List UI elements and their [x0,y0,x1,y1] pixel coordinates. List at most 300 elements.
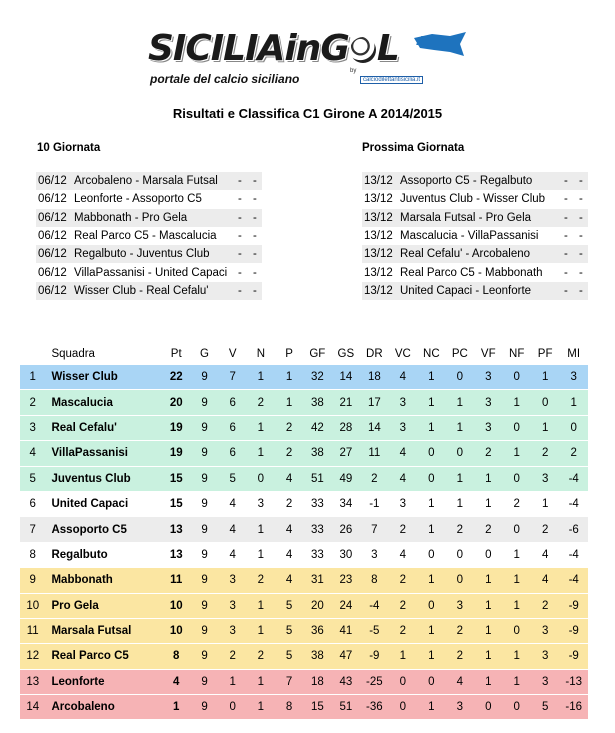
match-date: 06/12 [38,284,67,297]
team-name: Arcobaleno [45,695,162,720]
stat-cell: -9 [559,644,588,669]
stat-cell: -13 [559,669,588,694]
stat-cell: 8 [162,644,190,669]
stat-cell: 5 [275,644,303,669]
standings-table [20,343,588,719]
stat-cell: 1 [428,371,435,384]
logo-wordmark: SICILIAinG L [148,28,399,69]
stat-cell: 3 [446,695,474,720]
match-date: 13/12 [364,266,393,279]
stat-cell: 1 [162,695,190,720]
stat-cell: 1 [247,542,275,567]
logo-tagline: portale del calcio siciliano [150,72,300,86]
stat-cell: 9 [190,491,218,516]
stat-cell: 4 [389,542,417,567]
stat-cell: -16 [559,695,588,720]
stat-cell: 4 [399,371,407,384]
stat-cell: 1 [446,415,474,440]
stat-cell: 8 [275,695,303,720]
stat-cell: 18 [303,669,331,694]
stat-cell: 41 [332,618,361,643]
standings-body [20,365,588,719]
stat-cell: 1 [446,390,474,415]
stat-cell: 43 [332,669,361,694]
match-date: 13/12 [364,284,393,297]
stat-cell: 0 [559,415,588,440]
stat-cell: 0 [513,371,520,384]
position-cell: 12 [20,644,45,669]
standings-row [20,618,588,643]
stat-cell: 9 [190,618,218,643]
stat-cell: 9 [190,669,218,694]
stat-cell: 2 [275,441,303,466]
stat-cell: 4 [219,491,247,516]
stat-cell: 0 [247,466,275,491]
stat-cell: 1 [474,618,502,643]
stat-cell: 1 [474,466,502,491]
stat-cell: -1 [360,491,389,516]
stat-cell: 36 [303,618,331,643]
match-date: 06/12 [38,193,67,206]
stat-cell: 5 [275,593,303,618]
stat-cell: 0 [389,695,417,720]
stat-cell: 1 [417,695,446,720]
stat-cell: 28 [332,415,361,440]
stat-cell: -4 [559,466,588,491]
match-date: 13/12 [364,175,393,188]
stat-cell: 1 [275,390,303,415]
stat-cell: 9 [190,695,218,720]
stat-cell: -6 [559,517,588,542]
stat-cell: 4 [219,517,247,542]
match-score: - - [564,230,587,243]
stat-cell: 3 [531,644,559,669]
current-round-match-row [36,209,262,227]
stat-cell: 3 [219,593,247,618]
stat-cell: 11 [360,441,389,466]
stat-cell: 1 [531,491,559,516]
stat-cell: 0 [446,568,474,593]
next-round-results [362,172,588,300]
stat-cell: 17 [360,390,389,415]
stat-cell: -9 [559,593,588,618]
position-cell: 5 [20,466,45,491]
current-round-match-row [36,172,262,190]
match-teams: Assoporto C5 - Regalbuto [400,175,533,188]
stat-cell: 1 [474,593,502,618]
match-teams: Arcobaleno - Marsala Futsal [74,175,218,188]
stat-cell: 24 [332,593,361,618]
stat-cell: 0 [219,695,247,720]
column-header: GS [337,348,355,360]
stat-cell: 0 [456,371,464,384]
stat-cell: 3 [389,390,417,415]
stat-cell: 1 [502,644,530,669]
match-teams: United Capaci - Leonforte [400,284,532,297]
current-round-match-row [36,227,262,245]
stat-cell: 2 [474,441,502,466]
stat-cell: 2 [389,618,417,643]
stat-cell: -4 [360,593,389,618]
current-round-match-row [36,263,262,281]
current-round-results [36,172,262,300]
position-cell: 7 [20,517,45,542]
stat-cell: 0 [389,669,417,694]
stat-cell: 2 [275,491,303,516]
stat-cell: 1 [247,517,275,542]
stat-cell: 26 [332,517,361,542]
stat-cell: 1 [417,390,446,415]
standings-row [20,517,588,542]
stat-cell: 1 [474,669,502,694]
stat-cell: 3 [474,415,502,440]
football-icon [350,37,376,63]
team-name: Mabbonath [45,568,162,593]
stat-cell: 2 [531,441,559,466]
match-score: - - [238,266,261,279]
next-round-match-row [362,227,588,245]
stat-cell: 13 [162,542,190,567]
match-teams: Juventus Club - Wisser Club [400,193,546,206]
stat-cell: 38 [303,644,331,669]
team-name: Real Cefalu' [45,415,162,440]
stat-cell: 14 [360,415,389,440]
stat-cell: 2 [389,517,417,542]
logo-by-site: calciodilettantisicilia.it [360,76,423,84]
match-score: - - [564,211,587,224]
stat-cell: 5 [275,618,303,643]
team-name: Mascalucia [45,390,162,415]
column-header: Pt [170,348,182,360]
stat-cell: 1 [502,441,530,466]
stat-cell: 3 [219,568,247,593]
column-header: PF [537,348,553,360]
stat-cell: 0 [502,415,530,440]
stat-cell: -4 [559,568,588,593]
stat-cell: 13 [162,517,190,542]
stat-cell: 0 [502,695,530,720]
stat-cell: 1 [446,466,474,491]
stat-cell: 15 [303,695,331,720]
match-teams: Leonforte - Assoporto C5 [74,193,202,206]
next-round-match-row [362,282,588,300]
stat-cell: 1 [417,415,446,440]
standings-row [20,568,588,593]
logo-domain: .it [416,34,427,48]
match-score: - - [238,248,261,261]
stat-cell: 2 [389,568,417,593]
stat-cell: 1 [247,593,275,618]
stat-cell: 2 [247,390,275,415]
stat-cell: 1 [247,441,275,466]
stat-cell: 0 [446,542,474,567]
position-cell: 4 [20,441,45,466]
position-cell: 13 [20,669,45,694]
stat-cell: 1 [502,542,530,567]
stat-cell: 3 [531,618,559,643]
stat-cell: 3 [389,491,417,516]
stat-cell: 1 [417,491,446,516]
standings-row [20,491,588,516]
stat-cell: 19 [162,415,190,440]
match-score: - - [564,193,587,206]
stat-cell: -25 [360,669,389,694]
stat-cell: 1 [285,371,293,384]
match-score: - - [564,284,587,297]
current-round-match-row [36,245,262,263]
stat-cell: 21 [332,390,361,415]
stat-cell: 4 [162,669,190,694]
stat-cell: 2 [247,568,275,593]
match-score: - - [238,175,261,188]
match-date: 13/12 [364,193,393,206]
team-name: United Capaci [45,491,162,516]
stat-cell: 1 [474,644,502,669]
stat-cell: 8 [360,568,389,593]
stat-cell: 2 [502,491,530,516]
stat-cell: 3 [531,669,559,694]
column-header: VF [480,348,496,360]
match-score: - - [564,175,587,188]
stat-cell: 1 [389,644,417,669]
stat-cell: 1 [257,371,265,384]
stat-cell: 2 [446,517,474,542]
team-name: VillaPassanisi [45,441,162,466]
stat-cell: 9 [190,441,218,466]
stat-cell: 9 [190,593,218,618]
team-name: Pro Gela [45,593,162,618]
match-score: - - [564,248,587,261]
next-round-match-row [362,245,588,263]
stat-cell: 1 [502,593,530,618]
next-round-match-row [362,209,588,227]
stat-cell: 6 [219,390,247,415]
match-date: 06/12 [38,175,67,188]
stat-cell: 3 [531,466,559,491]
stat-cell: 2 [360,466,389,491]
match-teams: Wisser Club - Real Cefalu' [74,284,209,297]
match-date: 06/12 [38,248,67,261]
stat-cell: 7 [275,669,303,694]
stat-cell: 9 [190,415,218,440]
stat-cell: 51 [332,695,361,720]
stat-cell: 15 [162,466,190,491]
stat-cell: 15 [162,491,190,516]
current-round-match-row [36,282,262,300]
stat-cell: 34 [332,491,361,516]
stat-cell: 9 [190,644,218,669]
match-teams: VillaPassanisi - United Capaci [74,266,228,279]
stat-cell: -5 [360,618,389,643]
stat-cell: 0 [502,466,530,491]
column-header: G [200,348,209,360]
stat-cell: 22 [169,371,183,384]
stat-cell: 0 [474,695,502,720]
stat-cell: 0 [417,593,446,618]
stat-cell: 9 [190,390,218,415]
column-header: P [285,348,293,360]
stat-cell: 1 [502,390,530,415]
match-teams: Mabbonath - Pro Gela [74,211,188,224]
stat-cell: 9 [190,542,218,567]
stat-cell: 2 [446,618,474,643]
column-header: NC [423,348,440,360]
standings-row [20,365,588,390]
stat-cell: 11 [162,568,190,593]
stat-cell: 27 [332,441,361,466]
stat-cell: 0 [417,669,446,694]
stat-cell: 0 [531,390,559,415]
stat-cell: 5 [219,466,247,491]
column-header: VC [394,348,411,360]
stat-cell: 0 [417,542,446,567]
stat-cell: -36 [360,695,389,720]
stat-cell: 7 [360,517,389,542]
next-round-match-row [362,172,588,190]
team-name: Leonforte [45,669,162,694]
stat-cell: 42 [303,415,331,440]
match-score: - - [238,211,261,224]
stat-cell: 1 [247,695,275,720]
match-teams: Mascalucia - VillaPassanisi [400,230,539,243]
stat-cell: 4 [531,568,559,593]
stat-cell: 10 [162,618,190,643]
stat-cell: -9 [360,644,389,669]
stat-cell: 1 [541,371,549,384]
next-round-match-row [362,263,588,281]
stat-cell: 3 [485,371,492,384]
stat-cell: 0 [502,618,530,643]
stat-cell: 20 [162,390,190,415]
stat-cell: 9 [190,568,218,593]
stat-cell: 2 [531,517,559,542]
stat-cell: 2 [389,593,417,618]
stat-cell: 3 [474,390,502,415]
stat-cell: 3 [389,415,417,440]
stat-cell: -4 [559,542,588,567]
stat-cell: 4 [275,542,303,567]
current-round-title: 10 Giornata [37,142,101,154]
stat-cell: 38 [303,390,331,415]
stat-cell: 2 [531,593,559,618]
stat-cell: 4 [389,466,417,491]
match-date: 06/12 [38,230,67,243]
stat-cell: 31 [303,568,331,593]
stat-cell: 6 [219,415,247,440]
match-date: 06/12 [38,211,67,224]
standings-header-row [20,343,588,365]
stat-cell: 1 [446,491,474,516]
stat-cell: 18 [367,371,381,384]
position-cell: 3 [20,415,45,440]
position-cell: 2 [20,390,45,415]
position-cell: 11 [20,618,45,643]
stat-cell: 4 [219,542,247,567]
match-date: 13/12 [364,211,393,224]
stat-cell: 3 [360,542,389,567]
stat-cell: 4 [275,466,303,491]
stat-cell: 23 [332,568,361,593]
stat-cell: 5 [531,695,559,720]
stat-cell: 4 [446,669,474,694]
site-logo [148,22,468,92]
stat-cell: 47 [332,644,361,669]
position-cell: 1 [29,371,36,384]
team-name: Regalbuto [45,542,162,567]
stat-cell: 33 [303,491,331,516]
stat-cell: 4 [275,517,303,542]
column-header [20,343,45,365]
stat-cell: 33 [303,542,331,567]
stat-cell: 9 [190,517,218,542]
stat-cell: 3 [219,618,247,643]
next-round-match-row [362,190,588,208]
stat-cell: 6 [219,441,247,466]
stat-cell: 3 [446,593,474,618]
stat-cell: 7 [229,371,236,384]
stat-cell: 14 [339,371,353,384]
stat-cell: 9 [201,371,208,384]
stat-cell: 33 [303,517,331,542]
stat-cell: 1 [417,644,446,669]
match-teams: Real Cefalu' - Arcobaleno [400,248,531,261]
standings-row [20,441,588,466]
position-cell: 6 [20,491,45,516]
page-title: Risultati e Classifica C1 Girone A 2014/2015 [172,106,443,121]
stat-cell: 2 [446,644,474,669]
stat-cell: 20 [303,593,331,618]
stat-cell: 9 [190,466,218,491]
position-cell: 8 [20,542,45,567]
stat-cell: 1 [247,669,275,694]
next-round-title: Prossima Giornata [362,142,465,154]
stat-cell: 3 [570,371,577,384]
stat-cell: 38 [303,441,331,466]
stat-cell: 30 [332,542,361,567]
stat-cell: 1 [247,415,275,440]
stat-cell: 1 [219,669,247,694]
stat-cell: 4 [389,441,417,466]
position-cell: 9 [20,568,45,593]
stat-cell: 2 [275,415,303,440]
column-header: Squadra [51,348,95,360]
stat-cell: -9 [559,618,588,643]
match-date: 06/12 [38,266,67,279]
logo-by: by [350,68,357,74]
current-round-match-row [36,190,262,208]
standings-row [20,695,588,720]
column-header: N [256,348,266,360]
match-score: - - [238,284,261,297]
stat-cell: 1 [531,415,559,440]
stat-cell: 4 [275,568,303,593]
standings-row [20,390,588,415]
match-teams: Marsala Futsal - Pro Gela [400,211,532,224]
team-name: Assoporto C5 [45,517,162,542]
stat-cell: 10 [162,593,190,618]
team-name: Marsala Futsal [45,618,162,643]
column-header: V [228,348,237,360]
stat-cell: 32 [310,371,324,384]
standings-row [20,415,588,440]
stat-cell: 0 [474,542,502,567]
stat-cell: 1 [474,491,502,516]
stat-cell: 2 [474,517,502,542]
stat-cell: 0 [417,441,446,466]
stat-cell: 19 [162,441,190,466]
stat-cell: 2 [559,441,588,466]
position-cell: 14 [20,695,45,720]
